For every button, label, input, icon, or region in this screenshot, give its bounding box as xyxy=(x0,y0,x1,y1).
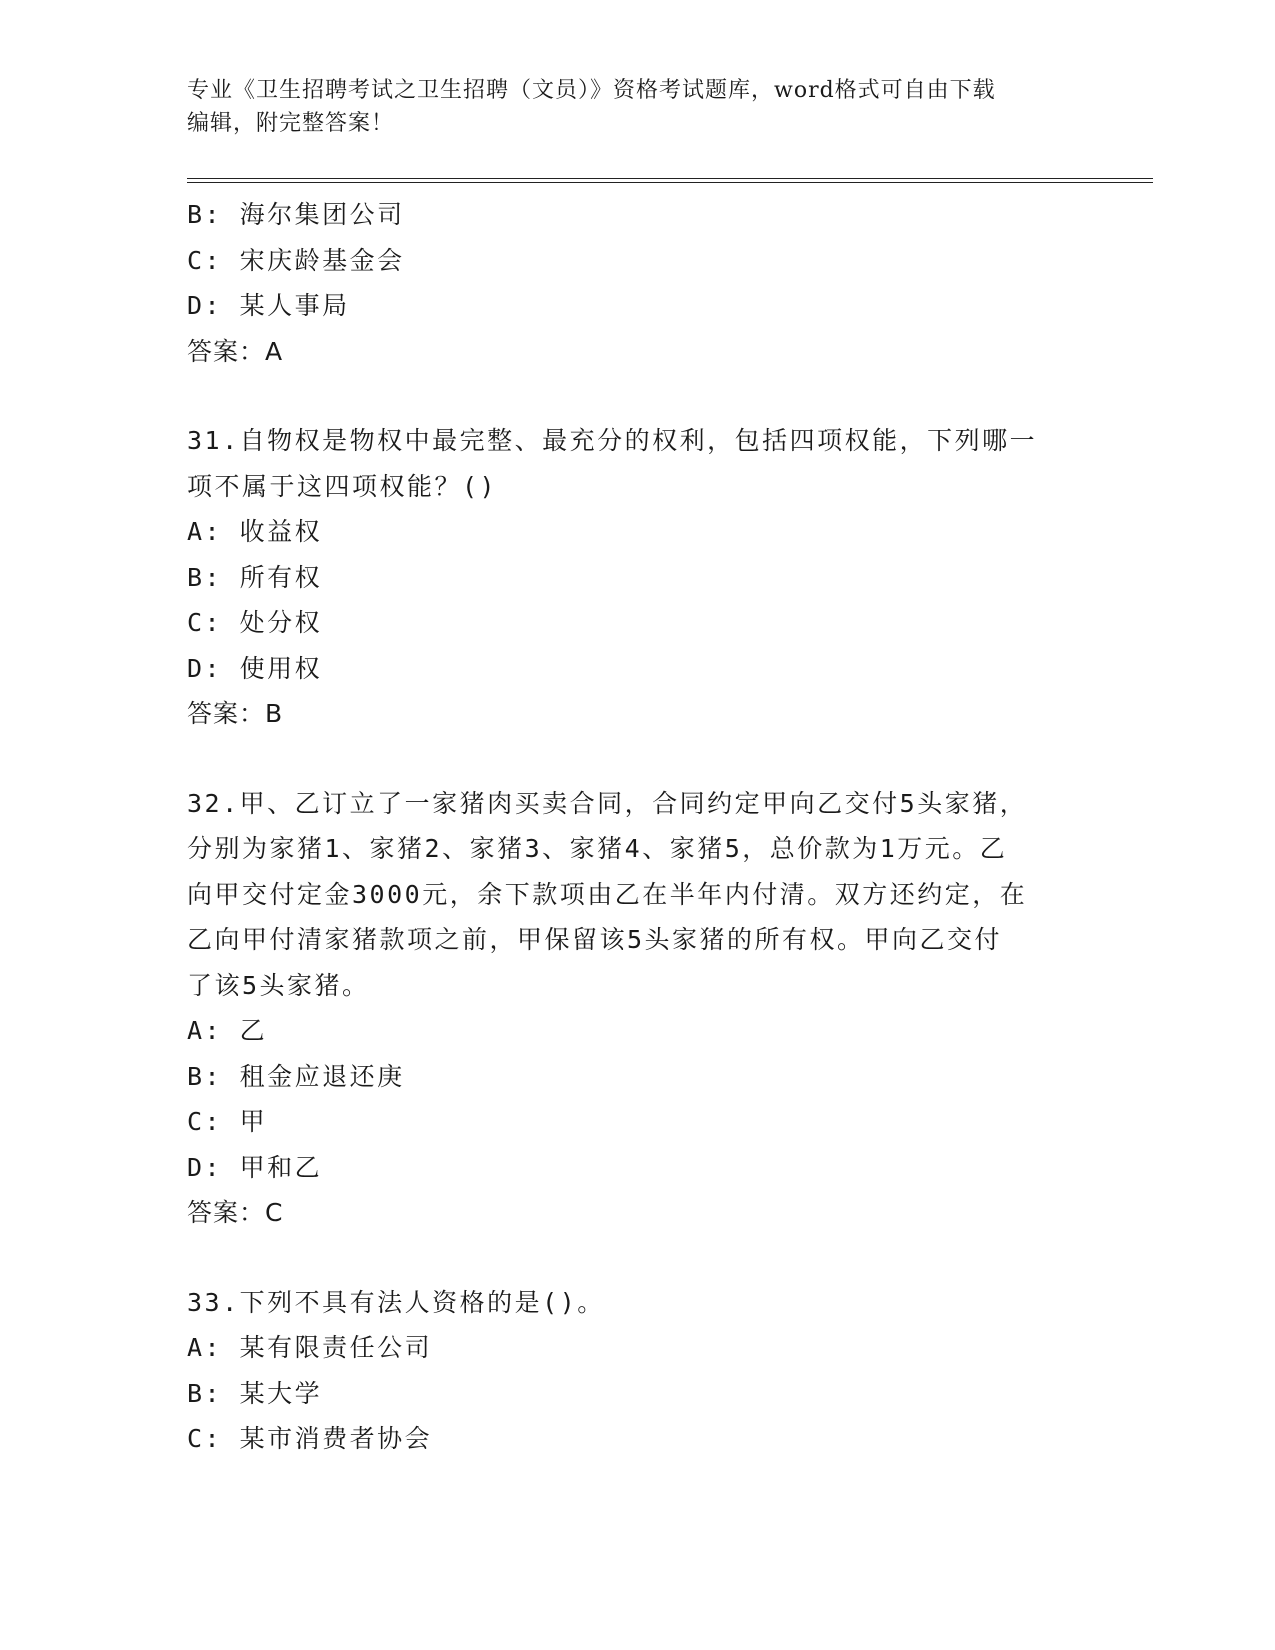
question-text: 33.下列不具有法人资格的是()。 xyxy=(187,1287,605,1317)
header-divider xyxy=(187,178,1153,183)
question-32 xyxy=(187,781,1087,1236)
header-line-2: 编辑，附完整答案！ xyxy=(187,111,395,136)
prev-question xyxy=(187,192,1087,374)
option-a: A: 某有限责任公司 xyxy=(187,1333,433,1362)
option-d: D: 某人事局 xyxy=(187,291,350,320)
header-line-1: 专业《卫生招聘考试之卫生招聘（文员）》资格考试题库，word格式可自由下载 xyxy=(187,78,996,103)
answer-line: 答案：A xyxy=(187,336,284,366)
option-c: C: 某市消费者协会 xyxy=(187,1424,433,1453)
option-c: C: 宋庆龄基金会 xyxy=(187,245,405,275)
option-b: B: 某大学 xyxy=(187,1378,323,1408)
option-c: C: 处分权 xyxy=(187,608,323,637)
question-text: 了该5头家猪。 xyxy=(187,970,370,1000)
option-d: D: 使用权 xyxy=(187,653,323,683)
question-text: 32.甲、乙订立了一家猪肉买卖合同，合同约定甲向乙交付5头家猪， xyxy=(187,788,1028,818)
option-c: C: 甲 xyxy=(187,1107,268,1136)
question-text: 31.自物权是物权中最完整、最充分的权利，包括四项权能，下列哪一 xyxy=(187,426,1038,455)
question-text: 乙向甲付清家猪款项之前，甲保留该5头家猪的所有权。甲向乙交付 xyxy=(187,925,1003,954)
option-a: A: 收益权 xyxy=(187,517,323,546)
question-text: 分别为家猪1、家猪2、家猪3、家猪4、家猪5，总价款为1万元。乙 xyxy=(187,834,1008,863)
option-a: A: 乙 xyxy=(187,1016,268,1045)
question-text: 项不属于这四项权能？() xyxy=(187,471,498,501)
option-d: D: 甲和乙 xyxy=(187,1152,323,1182)
option-b: B: 租金应退还庚 xyxy=(187,1061,405,1091)
question-text: 向甲交付定金3000元，余下款项由乙在半年内付清。双方还约定，在 xyxy=(187,879,1028,909)
question-list xyxy=(187,192,1087,1462)
question-33 xyxy=(187,1280,1087,1462)
document-header xyxy=(187,74,1087,140)
answer-line: 答案：B xyxy=(187,699,284,728)
option-b: B: 所有权 xyxy=(187,562,323,592)
option-b: B: 海尔集团公司 xyxy=(187,200,405,229)
answer-line: 答案：C xyxy=(187,1198,284,1227)
question-31 xyxy=(187,418,1087,737)
